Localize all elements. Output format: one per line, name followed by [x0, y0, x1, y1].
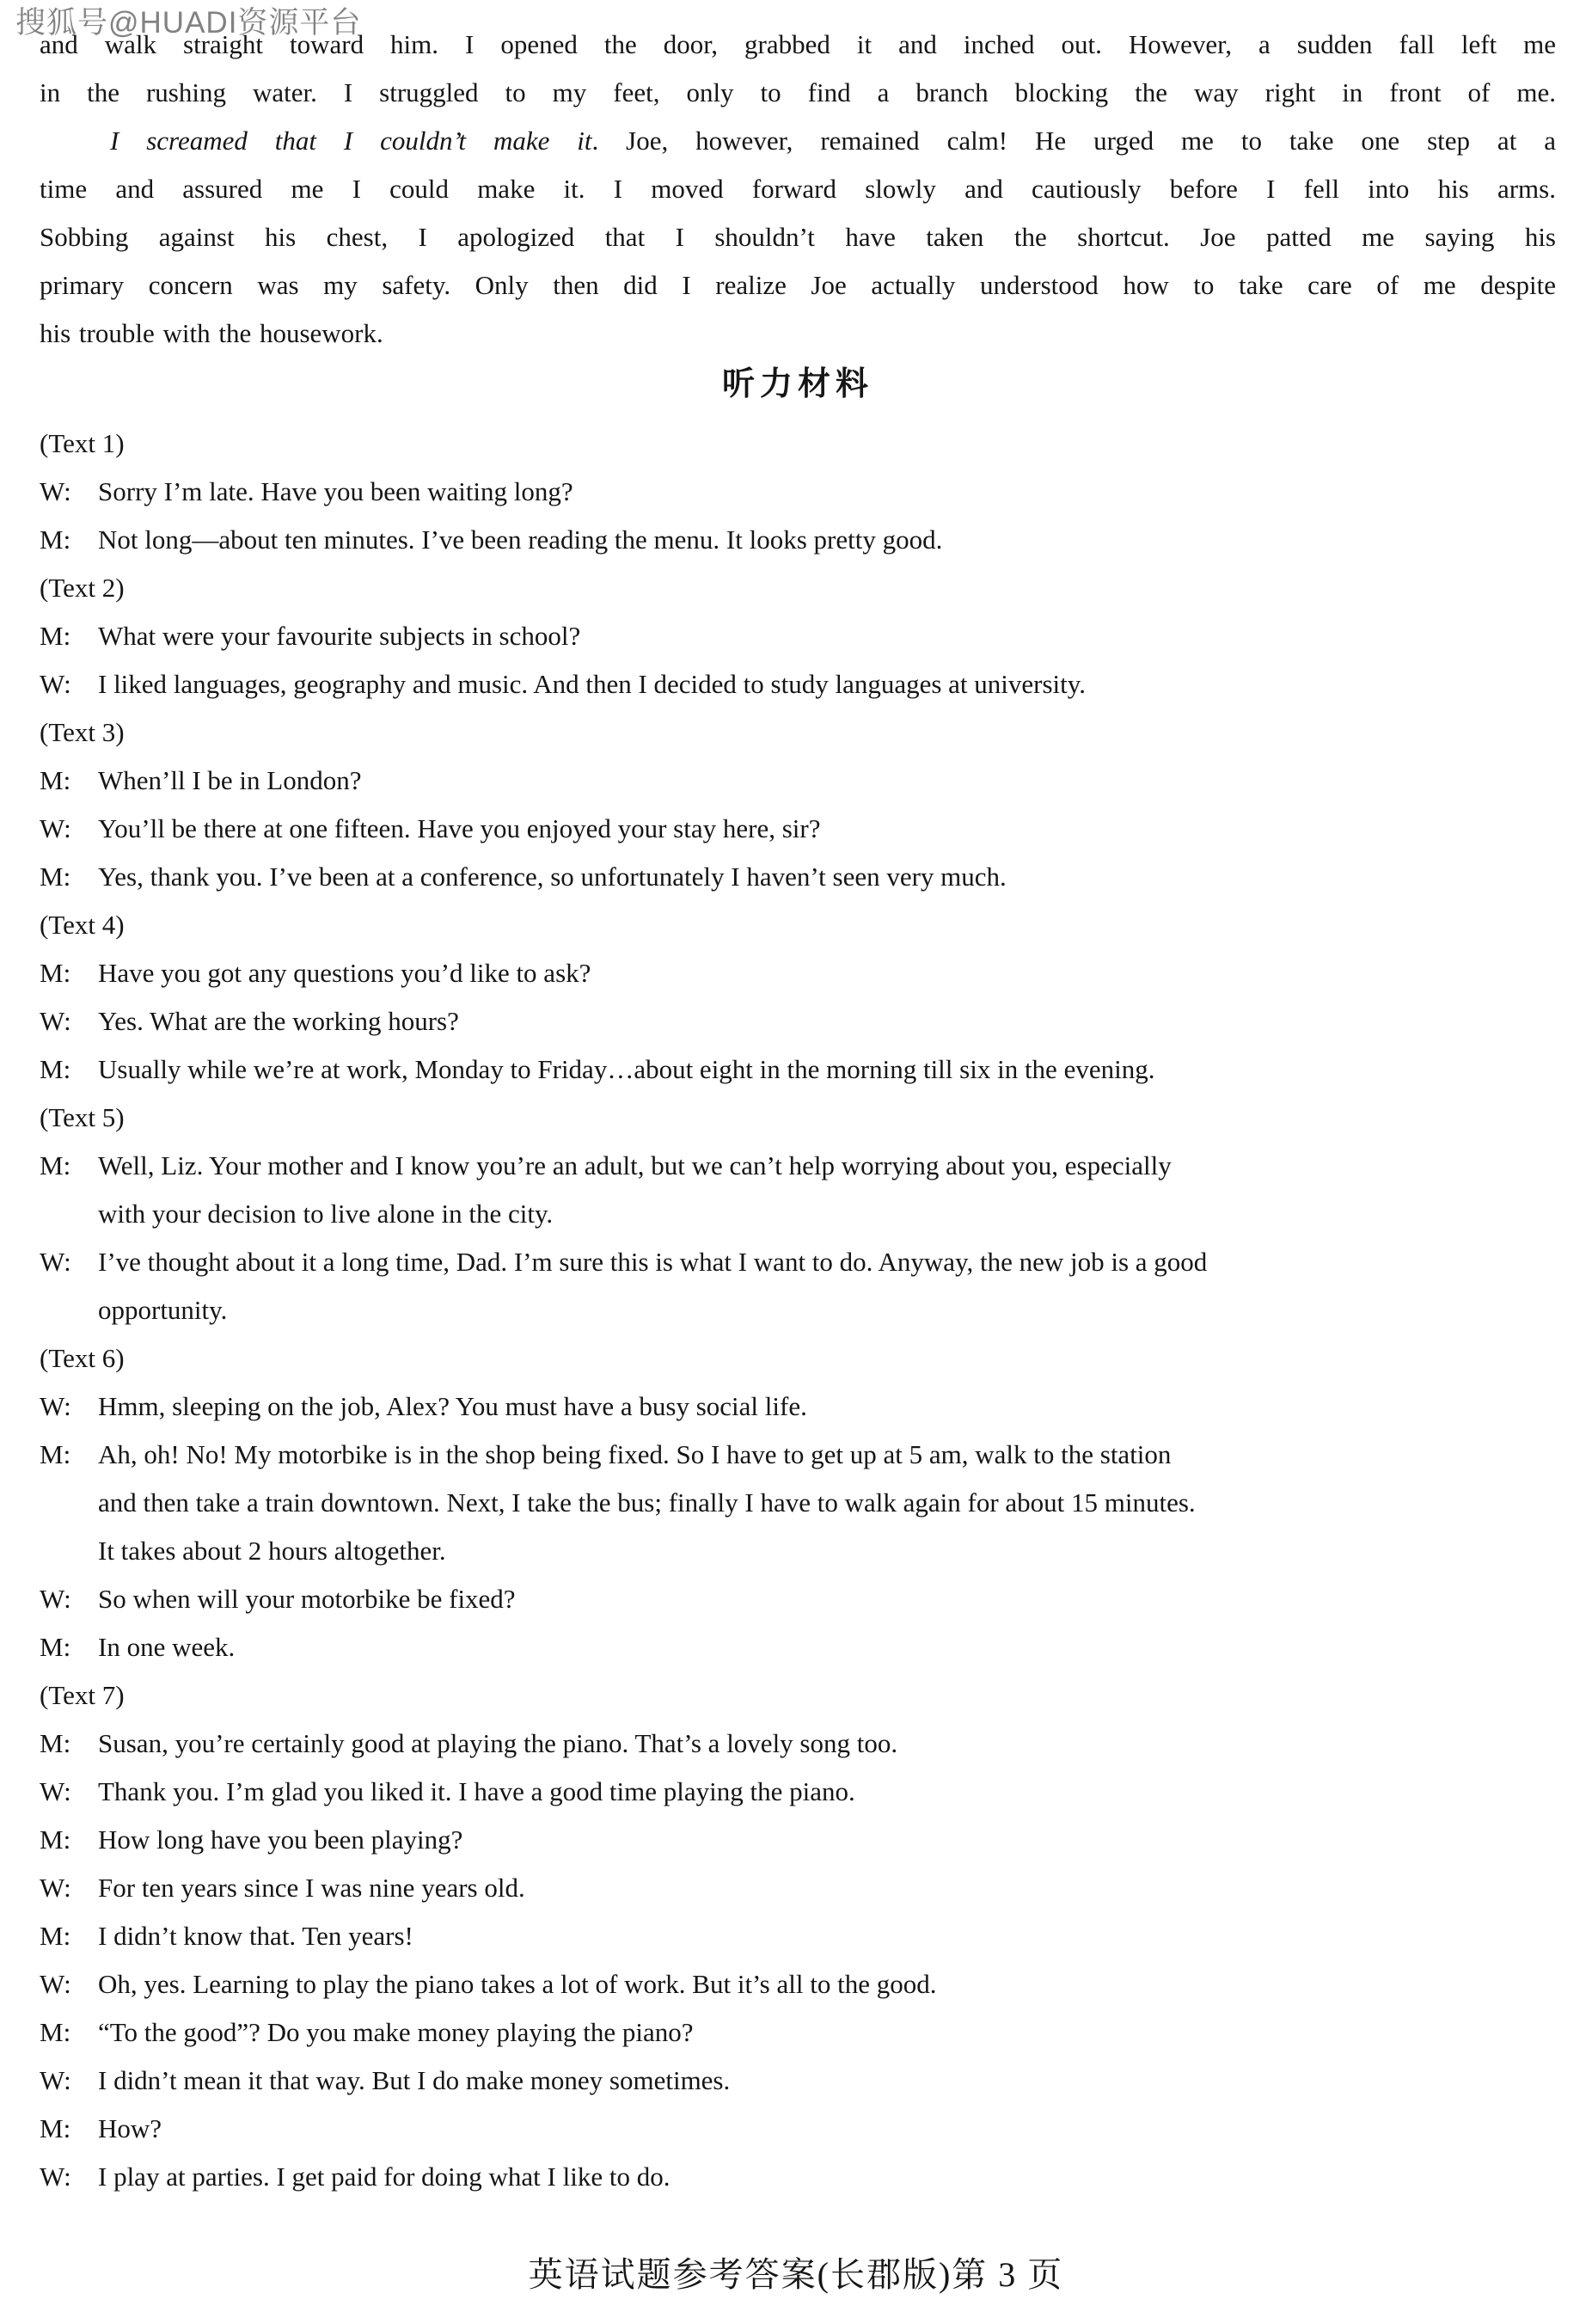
dialogue-text: Susan, you’re certainly good at playing the piano. That’s a lovely song too.	[98, 1728, 898, 1758]
speaker-label: M:	[40, 1632, 71, 1662]
dialogue-line	[40, 1864, 1556, 1912]
speaker-label: W:	[40, 669, 71, 699]
story	[40, 21, 1556, 358]
section-heading: 听力材料	[721, 366, 873, 402]
speaker-label: M:	[40, 958, 71, 988]
dialogue-line	[40, 2153, 1556, 2201]
text-marker: (Text 6)	[40, 1343, 125, 1373]
speaker-label: M:	[40, 1921, 71, 1951]
story-line-text: . Joe, however, remained calm! He urged me to take one step at a	[591, 126, 1556, 156]
dialogue-text: In one week.	[98, 1632, 236, 1662]
story-line	[40, 213, 1556, 261]
watermark: 搜狐号@HUADI资源平台	[15, 6, 362, 40]
dialogue-text: So when will your motorbike be fixed?	[98, 1584, 516, 1614]
dialogue-line	[40, 1142, 1556, 1190]
dialogue-line	[40, 1623, 1556, 1671]
speaker-label: M:	[40, 1439, 71, 1469]
story-line-text: time and assured me I could make it. I moved forward slowly and cautiously before I fell into his arms.	[40, 174, 1556, 204]
text-marker: (Text 5)	[40, 1102, 125, 1132]
dialogue-text: Well, Liz. Your mother and I know you’re an adult, but we can’t help worrying about you, especially	[98, 1150, 1172, 1180]
dialogue-line	[40, 1238, 1556, 1286]
dialogue-text: How?	[98, 2113, 162, 2143]
story-line-text: Sobbing against his chest, I apologized that I shouldn’t have taken the shortcut. Joe patted me saying his	[40, 222, 1556, 252]
speaker-label: M:	[40, 1150, 71, 1180]
dialogue-text: Sorry I’m late. Have you been waiting long?	[98, 476, 573, 506]
speaker-label: W:	[40, 2065, 71, 2095]
dialogue-line	[40, 660, 1556, 708]
speaker-label: W:	[40, 813, 71, 843]
dialogue-text: Yes, thank you. I’ve been at a conference, so unfortunately I haven’t seen very much.	[98, 862, 1007, 892]
dialogue-text: Have you got any questions you’d like to ask?	[98, 958, 591, 988]
dialogue-text: Ah, oh! No! My motorbike is in the shop being fixed. So I have to get up at 5 am, walk to the station	[98, 1439, 1172, 1469]
dialogue-continuation: with your decision to live alone in the city.	[98, 1199, 554, 1229]
dialogue-text: I’ve thought about it a long time, Dad. I’m sure this is what I want to do. Anyway, the new job is a good	[98, 1247, 1208, 1277]
dialogue-line	[40, 468, 1556, 516]
dialogue-line	[40, 2105, 1556, 2153]
dialogue-line	[40, 1575, 1556, 1623]
dialogue-line	[40, 1431, 1556, 1479]
dialogue-text: Usually while we’re at work, Monday to Friday…about eight in the morning till six in the evening.	[98, 1054, 1155, 1084]
dialogue-text: “To the good”? Do you make money playing the piano?	[98, 2017, 694, 2047]
dialogue-text: I liked languages, geography and music. And then I decided to study languages at university.	[98, 669, 1087, 699]
dialogue-line	[40, 2057, 1556, 2105]
dialogue-text: You’ll be there at one fifteen. Have you enjoyed your stay here, sir?	[98, 813, 821, 843]
speaker-label: W:	[40, 1006, 71, 1036]
dialogue-line	[40, 1383, 1556, 1431]
speaker-label: M:	[40, 2113, 71, 2143]
speaker-label: M:	[40, 1824, 71, 1855]
dialogue-text: For ten years since I was nine years old.	[98, 1873, 525, 1903]
transcript	[40, 420, 1556, 2201]
text-marker: (Text 7)	[40, 1680, 125, 1710]
speaker-label: M:	[40, 1054, 71, 1084]
speaker-label: W:	[40, 1776, 71, 1806]
dialogue-line	[40, 612, 1556, 660]
story-line	[40, 261, 1556, 310]
dialogue-continuation: It takes about 2 hours altogether.	[98, 1536, 446, 1566]
dialogue-text: Oh, yes. Learning to play the piano takes a lot of work. But it’s all to the good.	[98, 1969, 937, 1999]
dialogue-text: I didn’t know that. Ten years!	[98, 1921, 413, 1951]
speaker-label: M:	[40, 862, 71, 892]
speaker-label: W:	[40, 476, 71, 506]
dialogue-line	[40, 516, 1556, 564]
dialogue-text: Hmm, sleeping on the job, Alex? You must have a busy social life.	[98, 1391, 807, 1421]
dialogue-text: I play at parties. I get paid for doing what I like to do.	[98, 2162, 670, 2192]
speaker-label: M:	[40, 621, 71, 651]
text-marker: (Text 1)	[40, 428, 125, 458]
speaker-label: W:	[40, 1391, 71, 1421]
dialogue-text: I didn’t mean it that way. But I do make money sometimes.	[98, 2065, 731, 2095]
speaker-label: W:	[40, 1969, 71, 1999]
dialogue-line	[40, 1720, 1556, 1768]
dialogue-continuation: opportunity.	[98, 1295, 228, 1325]
speaker-label: W:	[40, 1873, 71, 1903]
story-line	[40, 165, 1556, 213]
text-marker: (Text 3)	[40, 717, 125, 747]
dialogue-line	[40, 1912, 1556, 1960]
text-marker: (Text 2)	[40, 573, 125, 603]
dialogue-line	[40, 757, 1556, 805]
dialogue-line	[40, 2008, 1556, 2057]
dialogue-line	[40, 805, 1556, 853]
page-footer: 英语试题参考答案(长郡版)第 3 页	[528, 2255, 1064, 2294]
dialogue-line	[40, 1045, 1556, 1094]
speaker-label: W:	[40, 1584, 71, 1614]
dialogue-text: Thank you. I’m glad you liked it. I have a good time playing the piano.	[98, 1776, 855, 1806]
dialogue-line	[40, 997, 1556, 1045]
dialogue-text: Yes. What are the working hours?	[98, 1006, 459, 1036]
dialogue-line	[40, 949, 1556, 997]
dialogue-text: Not long—about ten minutes. I’ve been reading the menu. It looks pretty good.	[98, 524, 943, 555]
dialogue-text: How long have you been playing?	[98, 1824, 463, 1855]
dialogue-text: What were your favourite subjects in school?	[98, 621, 581, 651]
story-line	[40, 69, 1556, 117]
story-line	[40, 310, 1556, 358]
dialogue-continuation: and then take a train downtown. Next, I take the bus; finally I have to walk again for about 15 minutes.	[98, 1487, 1196, 1518]
speaker-label: W:	[40, 2162, 71, 2192]
dialogue-line	[40, 853, 1556, 901]
text-marker: (Text 4)	[40, 910, 125, 940]
dialogue-line	[40, 1960, 1556, 2008]
story-line	[40, 117, 1556, 165]
story-line-text: and walk straight toward him. I opened the door, grabbed it and inched out. However, a sudden fall left me	[40, 29, 1556, 59]
speaker-label: M:	[40, 2017, 71, 2047]
story-line-text: primary concern was my safety. Only then did I realize Joe actually understood how to take care of me despite	[40, 270, 1556, 300]
speaker-label: W:	[40, 1247, 71, 1277]
story-line-italic: I screamed that I couldn’t make it	[110, 126, 592, 156]
dialogue-line	[40, 1768, 1556, 1816]
dialogue-line	[40, 1816, 1556, 1864]
speaker-label: M:	[40, 765, 71, 795]
story-line-text: his trouble with the housework.	[40, 318, 383, 348]
story-line-text: in the rushing water. I struggled to my feet, only to find a branch blocking the way right in front of me.	[40, 77, 1556, 107]
dialogue-text: When’ll I be in London?	[98, 765, 362, 795]
speaker-label: M:	[40, 524, 71, 555]
speaker-label: M:	[40, 1728, 71, 1758]
